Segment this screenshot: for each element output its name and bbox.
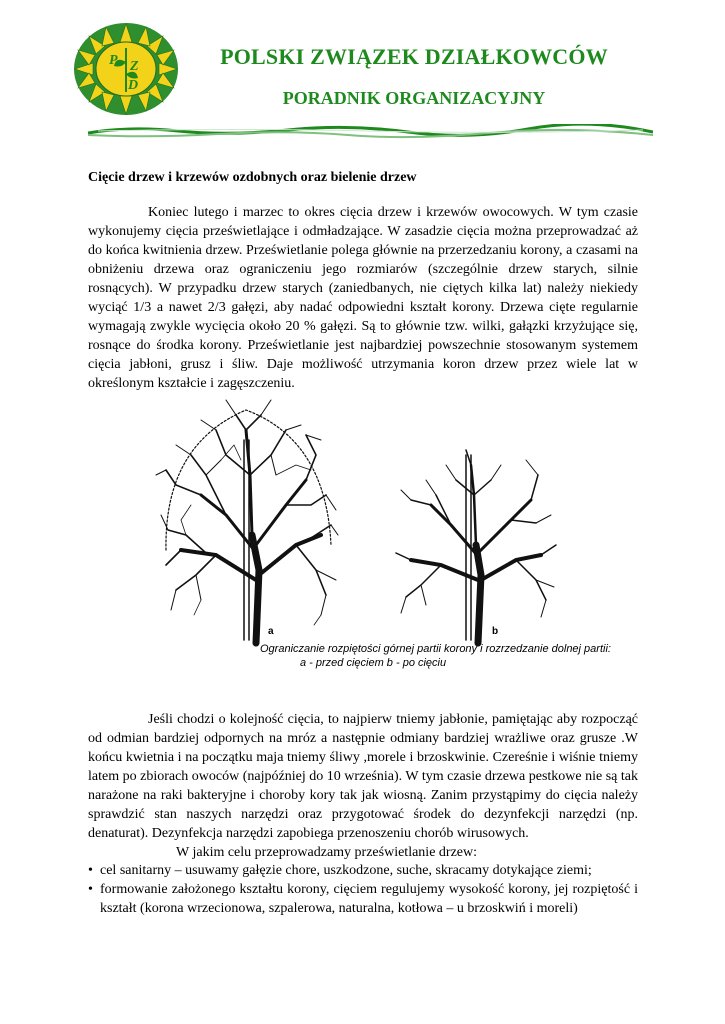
svg-text:Z: Z: [130, 59, 139, 74]
paragraph-purpose: W jakim celu przeprowadzamy prześwietlanie drzew:: [176, 845, 477, 860]
figure-caption-line2: a - przed cięciem b - po cięciu: [300, 657, 447, 669]
paragraph-order: Jeśli chodzi o kolejność cięcia, to najpierw tniemy jabłonie, pamiętając aby rozpocząć od odmian bardziej odpornych na mróz a następnie odmiany bardziej wrażliwe oraz grusze .W końcu kwietnia i na początku maja tniemy śliwy ,morele i brzoskwinie. Czereśnie i wiśnie tniemy latem po zbiorach owoców (najpóźniej do 10 września). W tym czasie drzewa pestkowe nie są tak narażone na raki bakteryjne i choroby kory tak jak wiosną. Zanim przystąpimy do cięcia należy sprawdzić stan naszych narzędzi oraz przygotować środek do dezynfekcji narzędzi (np. denaturat). Dezynfekcja narzędzi zapobiega przenoszeniu chorób wirusowych.: [88, 712, 638, 841]
section-title: Cięcie drzew i krzewów ozdobnych oraz bielenie drzew: [88, 170, 417, 185]
figure-label-a: a: [268, 626, 274, 637]
pzd-logo: [72, 22, 180, 117]
document-subtitle: PORADNIK ORGANIZACYJNY: [282, 88, 546, 108]
list-item: • cel sanitarny – usuwamy gałęzie chore, uszkodzone, suche, skracamy dotykające ziemi;: [88, 861, 638, 880]
tree-after-pruning: [396, 450, 556, 643]
logo-sunflower-icon: [74, 23, 178, 115]
svg-text:D: D: [128, 78, 139, 93]
svg-text:P: P: [109, 53, 118, 68]
purpose-list: [88, 861, 638, 918]
figure-caption-line1: Ograniczanie rozpiętości górnej partii korony i rozrzedzanie dolnej partii:: [260, 643, 611, 655]
organization-name: POLSKI ZWIĄZEK DZIAŁKOWCÓW: [220, 44, 608, 69]
paragraph-intro: Koniec lutego i marzec to okres cięcia drzew i krzewów owocowych. W tym czasie wykonujemy cięcia prześwietlające i odmładzające. W zasadzie cięcia można przeprowadzać aż do końca kwitnienia drzew. Prześwietlanie polega głównie na przerzedzaniu korony, a czasami na obniżeniu drzewa oraz ograniczeniu jego rozmiarów (szczególnie drzew starych, silnie rosnących). W przypadku drzew starych (zaniedbanych, nie ciętych kilka lat) należy niekiedy wyciąć 1/3 a nawet 2/3 gałęzi, aby nadać odpowiedni kształt korony. Drzewa cięte regularnie wymagają zwykle wycięcia około 20 % gałęzi. Są to głównie tzw. wilki, gałązki krzyżujące się, rosnące do środka korony. Prześwietlanie jest najbardziej powszechnie stosowanym systemem cięcia jabłoni, grusz i śliw. Daje możliwość utrzymania koron drzew przez wiele lat w określonym kształcie i zagęszczeniu.: [88, 205, 638, 391]
figure-label-b: b: [492, 626, 499, 637]
tree-before-pruning: [156, 400, 338, 643]
decorative-divider: [88, 124, 653, 140]
list-item: • formowanie założonego kształtu korony, cięciem regulujemy wysokość korony, jej rozpiętość i kształt (korona wrzecionowa, szpalerowa, naturalna, kotłowa – u brzoskwiń i moreli): [88, 880, 638, 918]
tree-pruning-illustration: [146, 385, 576, 680]
